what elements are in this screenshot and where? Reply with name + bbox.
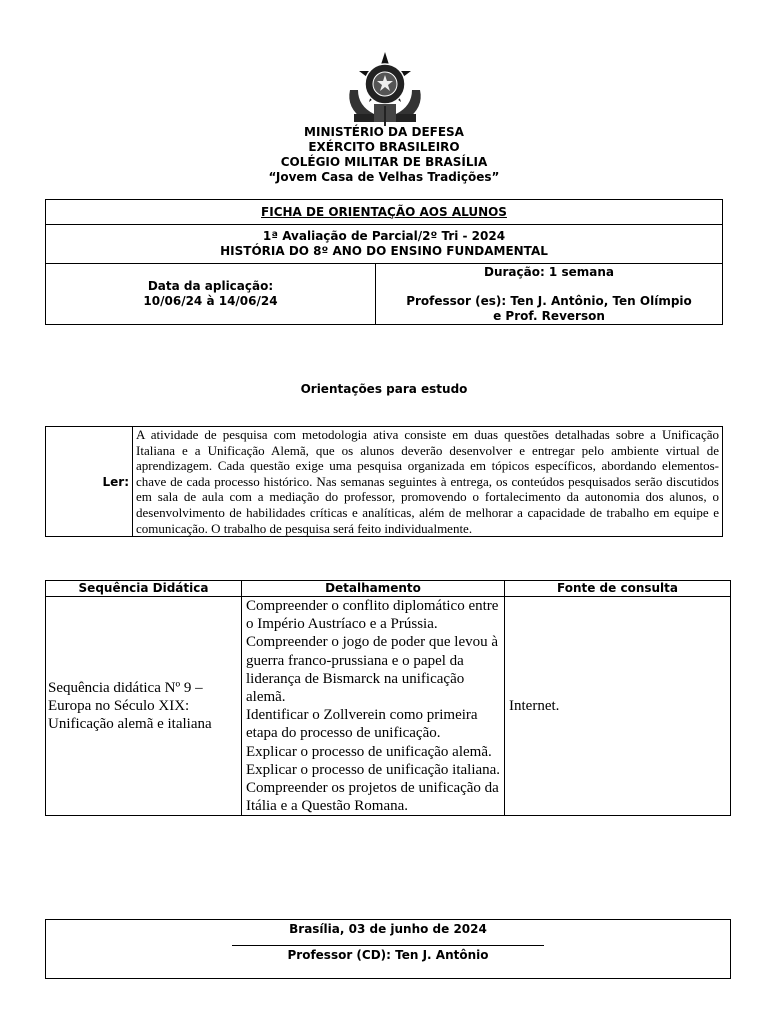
signature-line <box>232 937 544 946</box>
detail-item: Identificar o Zollverein como primeira etapa do processo de unificação. <box>246 707 478 742</box>
teacher-line1: Professor (es): Ten J. Antônio, Ten Olímpio <box>406 294 692 308</box>
detail-item: Compreender o jogo de poder que levou à guerra franco-prussiana e o papel da liderança de Bismarck na unificação alemã. <box>246 634 499 706</box>
details-cell <box>242 597 505 816</box>
date-label: Data da aplicação: <box>147 279 274 293</box>
signature-name: Professor (CD): Ten J. Antônio <box>287 948 489 962</box>
header-details: Detalhamento <box>242 581 505 597</box>
read-label: Ler: <box>46 427 133 537</box>
source-cell: Internet. <box>505 597 731 816</box>
org-ministry: MINISTÉRIO DA DEFESA <box>304 125 464 139</box>
detail-item: Explicar o processo de unificação alemã. <box>246 743 492 760</box>
form-title: FICHA DE ORIENTAÇÃO AOS ALUNOS <box>261 204 507 219</box>
place-date: Brasília, 03 de junho de 2024 <box>289 922 487 936</box>
date-cell <box>46 264 376 325</box>
read-table <box>45 426 723 537</box>
org-motto: “Jovem Casa de Velhas Tradições” <box>268 170 500 184</box>
detail-item: Compreender os projetos de unificação da Itália e a Questão Romana. <box>246 780 499 815</box>
section-title: Orientações para estudo <box>300 382 468 396</box>
teacher-line2: e Prof. Reverson <box>493 309 605 323</box>
footer-box <box>45 919 731 979</box>
header-sequence: Sequência Didática <box>46 581 242 597</box>
duration-teacher-cell <box>376 264 723 325</box>
evaluation-cell <box>46 225 723 264</box>
sequence-table <box>45 580 731 816</box>
form-title-cell <box>46 200 723 225</box>
subject-name: HISTÓRIA DO 8º ANO DO ENSINO FUNDAMENTAL <box>220 244 548 258</box>
sequence-cell: Sequência didática Nº 9 – Europa no Século XIX: Unificação alemã e italiana <box>46 597 242 816</box>
info-table <box>45 199 723 325</box>
read-text: A atividade de pesquisa com metodologia ativa consiste em duas questões detalhadas sobre a Unificação Italiana e a Unificação Alemã, que os alunos deverão desenvolver e entregar pelo ambiente virtual de aprendizagem. Cada questão exige uma pesquisa organizada em tópicos específicos, abordando elementos-chave de cada processo histórico. Nas semanas seguintes à entrega, os conteúdos pesquisados serão discutidos em sala de aula com a mediação do professor, promovendo o fortalecimento da autonomia dos alunos, o desenvolvimento de habilidades críticas e analíticas, além de melhorar a capacidade de trabalho em equipe e comunicação. O trabalho de pesquisa será feito individualmente. <box>133 427 723 537</box>
organization-header <box>0 125 768 185</box>
header-source: Fonte de consulta <box>505 581 731 597</box>
duration-text: Duração: 1 semana <box>483 265 614 279</box>
brazil-coat-of-arms-emblem <box>344 50 426 128</box>
detail-item: Explicar o processo de unificação italiana. <box>246 761 501 778</box>
org-army: EXÉRCITO BRASILEIRO <box>308 140 460 154</box>
date-value: 10/06/24 à 14/06/24 <box>143 294 278 308</box>
org-school: COLÉGIO MILITAR DE BRASÍLIA <box>280 155 488 169</box>
detail-item: Compreender o conflito diplomático entre o Império Austríaco e a Prússia. <box>246 598 499 633</box>
evaluation-name: 1ª Avaliação de Parcial/2º Tri - 2024 <box>262 229 506 243</box>
